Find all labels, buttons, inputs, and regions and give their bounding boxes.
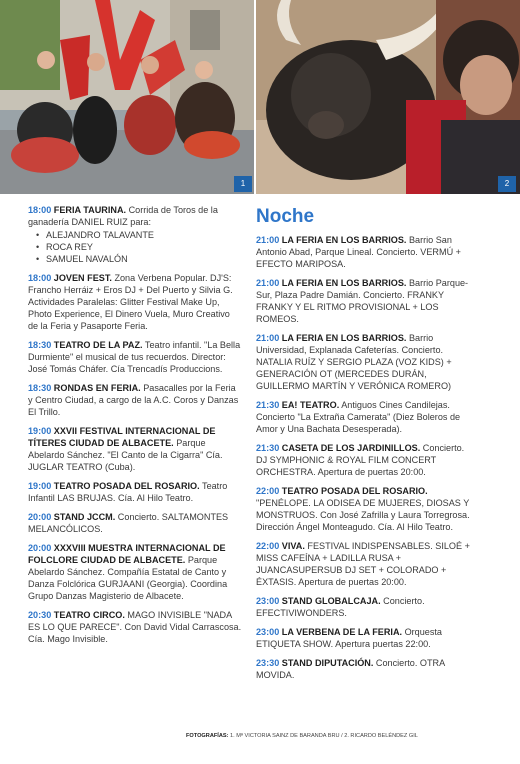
event-title: LA FERIA EN LOS BARRIOS. (281, 235, 407, 245)
event-title: VIVA. (281, 541, 305, 551)
event-time: 21:30 (256, 400, 280, 410)
event-entry (256, 332, 470, 392)
event-time: 23:30 (256, 658, 280, 668)
event-entry (28, 272, 242, 332)
event-entry (256, 399, 470, 435)
event-title: CASETA DE LOS JARDINILLOS. (281, 443, 421, 453)
event-description: Barrio San Antonio Abad, Parque Lineal. Concierto. VERMÚ + EFECTO MARIPOSA. (256, 235, 461, 269)
event-description: Orquesta ETIQUETA SHOW. Apertura puertas 22:00. (256, 627, 442, 649)
event-time: 20:30 (28, 610, 52, 620)
event-title: TEATRO DE LA PAZ. (53, 340, 143, 350)
event-title: TEATRO POSADA DEL ROSARIO. (281, 486, 428, 496)
event-entry (28, 382, 242, 418)
event-time: 18:30 (28, 340, 52, 350)
event-entry (28, 339, 242, 375)
photo-number-badge: 2 (498, 176, 516, 192)
event-entry (256, 595, 470, 619)
event-time: 23:00 (256, 627, 280, 637)
event-description: Barrio Universidad, Explanada Cafeterías. Concierto. NATALIA RUÍZ Y SERGIO PLAZA (VOZ KIDS) + GENERACIÓN OT (MERCEDES DURÁN, GUILLERMO MARTÍN Y VERÓNICA ROMERO) (256, 333, 452, 391)
event-entry (256, 277, 470, 325)
event-description: Parque Abelardo Sánchez. Compañía Estatal de Canto y Danza Folclórica GURJAANI (Georgia). Coordina Grupo Danzas Magisterio de Albacete. (28, 555, 228, 601)
afternoon-events-column (28, 204, 242, 652)
event-time: 19:00 (28, 426, 52, 436)
event-description: Parque Abelardo Sánchez. "El Canto de la Cigarra" Cía. JUGLAR TEATRO (Cuba). (28, 438, 223, 472)
event-title: RONDAS EN FERIA. (53, 383, 141, 393)
event-time: 19:00 (28, 481, 52, 491)
list-item: • SAMUEL NAVALÓN (36, 253, 242, 265)
event-entry (256, 626, 470, 650)
event-entry (28, 480, 242, 504)
event-title: LA FERIA EN LOS BARRIOS. (281, 333, 407, 343)
event-title: TEATRO POSADA DEL ROSARIO. (53, 481, 200, 491)
event-time: 22:00 (256, 486, 280, 496)
event-title: LA VERBENA DE LA FERIA. (281, 627, 403, 637)
event-description: Concierto. DJ SYMPHONIC & ROYAL FILM CONCERT ORCHESTRA. Apertura de puertas 20:00. (256, 443, 465, 477)
event-entry (256, 485, 470, 533)
event-title: STAND JCCM. (53, 512, 116, 522)
event-title: TEATRO CIRCO. (53, 610, 125, 620)
event-entry (28, 542, 242, 602)
event-description: FESTIVAL INDISPENSABLES. SILOÉ + MISS CAFEÍNA + LADILLA RUSA + JUANCASUPERSUB DJ SET + COLORADO + ÉXTASIS. Apertura de puertas 20:00. (256, 541, 470, 587)
event-title: FERIA TAURINA. (53, 205, 127, 215)
bull-photo-icon (256, 0, 520, 194)
list-item: • ROCA REY (36, 241, 242, 253)
event-title: STAND DIPUTACIÓN. (281, 658, 374, 668)
event-title: LA FERIA EN LOS BARRIOS. (281, 278, 407, 288)
event-description: Concierto. SALTAMONTES MELANCÓLICOS. (28, 512, 229, 534)
list-item: • ALEJANDRO TALAVANTE (36, 229, 242, 241)
photo-folk-dancers (0, 0, 254, 194)
event-entry (256, 234, 470, 270)
bullfighter-list (28, 229, 242, 265)
event-time: 18:00 (28, 273, 52, 283)
photo-bull (256, 0, 520, 194)
event-time: 20:00 (28, 512, 52, 522)
event-description: Teatro infantil. "La Bella Durmiente" el musical de tus recuerdos. Director: José Tomás Cháfer. Cía Trencadís Produccions. (28, 340, 241, 374)
event-time: 21:00 (256, 333, 280, 343)
event-time: 21:30 (256, 443, 280, 453)
event-entry (28, 425, 242, 473)
event-description: MAGO INVISIBLE "NADA ES LO QUE PARECE". Con David Vidal Carrascosa. Cía. Mago Invisible. (28, 610, 242, 644)
photo-credits-text: 1. Mª VICTORIA SAINZ DE BARANDA BRU / 2. RICARDO BELÉNDEZ GIL (228, 733, 418, 739)
event-description: Zona Verbena Popular. DJ'S: Francho Herráiz + Eros DJ + Del Puerto y Silvia G. Actividades Paralelas: Glitter Festival Make Up, Photo Experience, El Dinero Vuela, Muro Creativo de la Feria y Pasaporte Feria. (28, 273, 233, 331)
event-time: 22:00 (256, 541, 280, 551)
event-entry (28, 204, 242, 228)
event-title: EA! TEATRO. (281, 400, 340, 410)
event-time: 23:00 (256, 596, 280, 606)
event-description: Antiguos Cines Candilejas. Concierto "La Extraña Camerata" (Diez Boleros de Amor y Una Bachata Desesperada). (256, 400, 461, 434)
event-description: Corrida de Toros de la ganadería DANIEL RUIZ para: (28, 205, 218, 227)
event-time: 20:00 (28, 543, 52, 553)
event-time: 18:00 (28, 205, 52, 215)
event-title: STAND GLOBALCAJA. (281, 596, 381, 606)
event-description: "PENÉLOPE. LA ODISEA DE MUJERES, DIOSAS Y MONSTRUOS. Con José Zafrilla y Laura Torregrosa. Dirección Ángel Monteagudo. Cía. Al Hilo Teatro. (256, 498, 470, 532)
section-title-noche: Noche (256, 206, 315, 227)
event-description: Concierto. OTRA MOVIDA. (256, 658, 445, 680)
event-description: Concierto. EFECTIVIWONDERS. (256, 596, 425, 618)
event-entry (28, 511, 242, 535)
photo-number-badge: 1 (234, 176, 252, 192)
photo-credits-label: FOTOGRAFÍAS: (186, 733, 229, 739)
event-entry (256, 657, 470, 681)
event-title: JOVEN FEST. (53, 273, 112, 283)
night-events-column (256, 204, 470, 688)
event-entry (256, 540, 470, 588)
event-description: Barrio Parque-Sur, Plaza Padre Damián. Concierto. FRANKY FRANKY Y EL RITMO PROVISIONAL + LOS ROMEOS. (256, 278, 469, 324)
event-time: 18:30 (28, 383, 52, 393)
event-time: 21:00 (256, 235, 280, 245)
event-description: Teatro Infantil LAS BRUJAS. Cía. Al Hilo Teatro. (28, 481, 228, 503)
folk-dancers-photo-icon (0, 0, 254, 194)
event-entry (256, 442, 470, 478)
event-title: XXVII FESTIVAL INTERNACIONAL DE TÍTERES CIUDAD DE ALBACETE. (28, 426, 216, 448)
event-description: Pasacalles por la Feria y Centro Ciudad, a cargo de la A.C. Coros y Danzas El Trillo. (28, 383, 239, 417)
event-title: XXXVIII MUESTRA INTERNACIONAL DE FOLCLORE CIUDAD DE ALBACETE. (28, 543, 226, 565)
photo-strip (0, 0, 520, 194)
event-time: 21:00 (256, 278, 280, 288)
photo-credits (186, 733, 486, 739)
event-entry (28, 609, 242, 645)
